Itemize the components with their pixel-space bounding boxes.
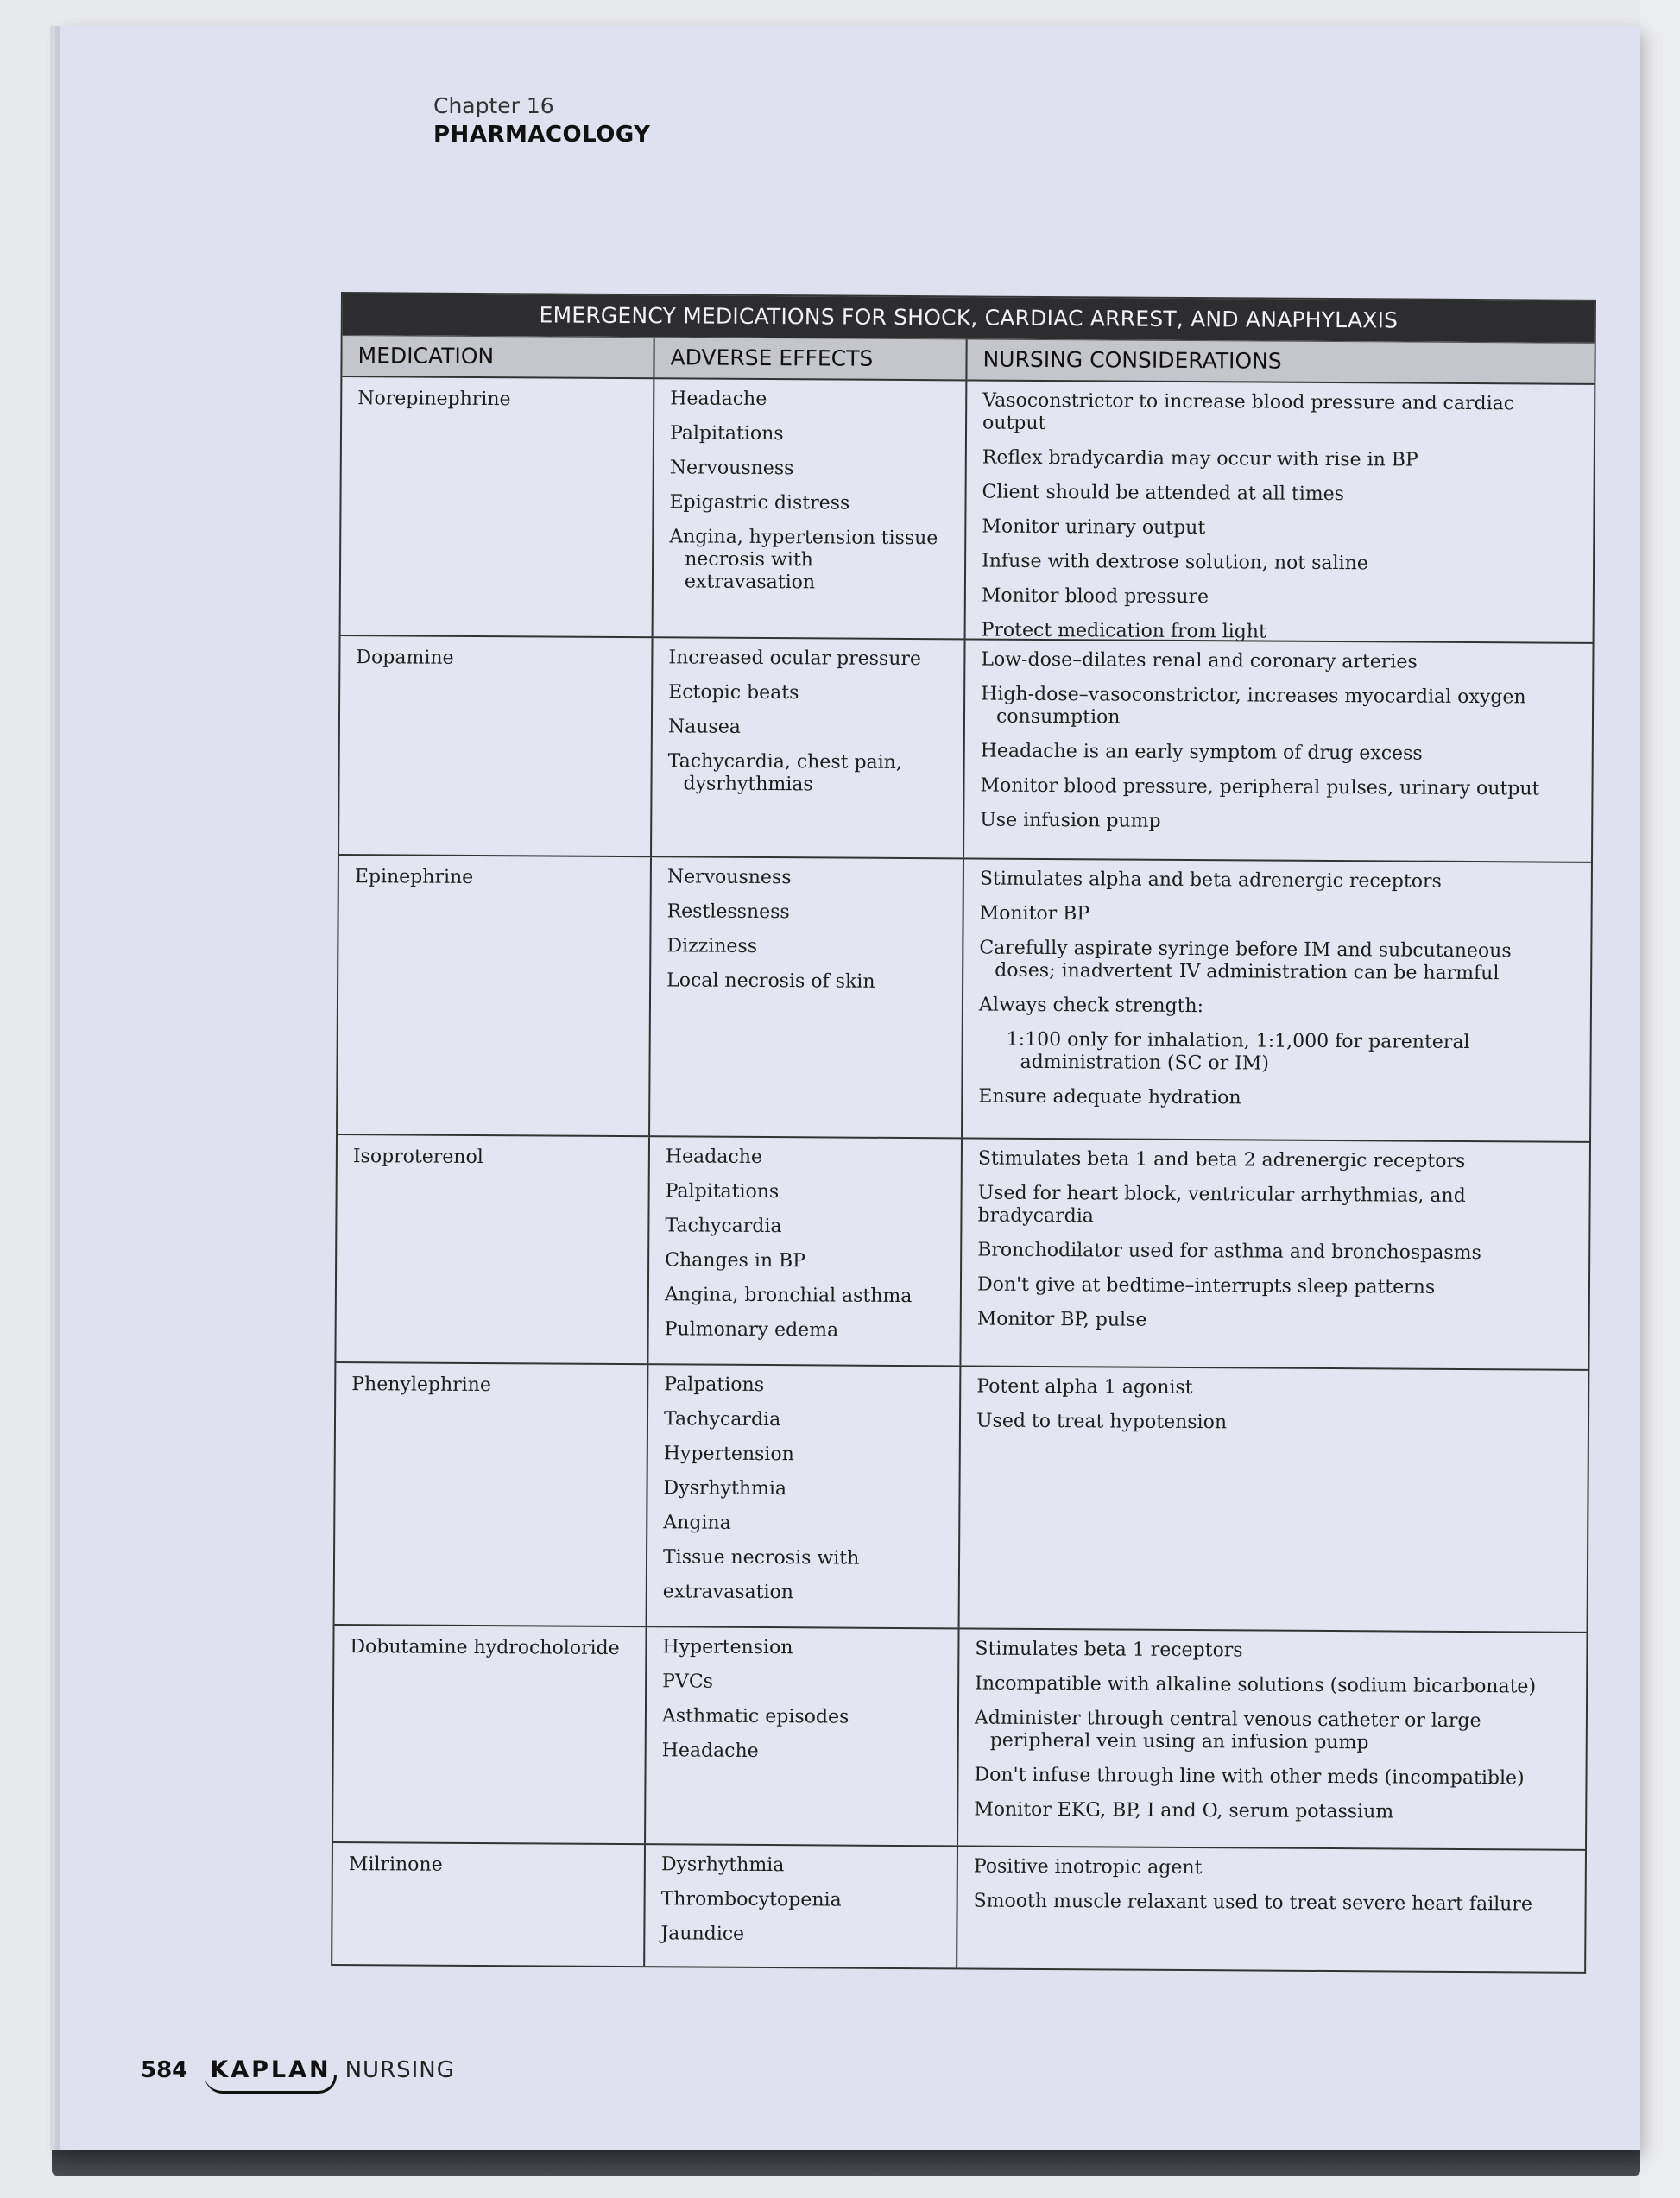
medication-name: Dobutamine hydrocholoride [333, 1626, 647, 1843]
table-row [333, 1626, 1587, 1851]
adverse-effect: Dizziness [666, 935, 758, 957]
nursing-consideration: Monitor BP, pulse [976, 1308, 1147, 1331]
nursing-consideration: Monitor blood pressure, peripheral pulses, urinary output [980, 774, 1540, 800]
adverse-effect: Hypertension [663, 1443, 794, 1466]
nursing-consideration: Ensure adequate hydration [978, 1085, 1241, 1109]
adverse-effect: Pulmonary edema [664, 1318, 839, 1342]
adverse-effect: Restlessness [666, 900, 790, 924]
adverse-effect: Palpitations [669, 422, 784, 445]
adverse-effects-cell [652, 638, 966, 857]
adverse-effect: Palpitations [665, 1180, 780, 1203]
nursing-consideration: Low-dose–dilates renal and coronary arteries [981, 648, 1418, 673]
nursing-considerations-cell [960, 1367, 1588, 1631]
nursing-consideration: Monitor BP [979, 902, 1090, 925]
nursing-consideration: Protect medication from light [981, 619, 1266, 643]
nursing-consideration: Monitor urinary output [982, 515, 1206, 540]
medication-name: Norepinephrine [341, 377, 655, 636]
adverse-effect: Increased ocular pressure [668, 647, 922, 671]
nursing-consideration: Vasoconstrictor to increase blood pressure and cardiac output [982, 389, 1515, 434]
table-row [335, 1363, 1588, 1633]
nursing-consideration: Carefully aspirate syringe before IM and subcutaneous doses; inadvertent IV administration can be harmful [979, 937, 1512, 985]
running-header [433, 93, 650, 148]
nursing-consideration: Always check strength: [978, 994, 1204, 1018]
nursing-consideration: Client should be attended at all times [982, 481, 1345, 506]
adverse-effect: Dysrhythmia [660, 1854, 785, 1877]
adverse-effect: Angina, bronchial asthma [664, 1284, 913, 1308]
medication-name: Isoproterenol [336, 1135, 650, 1363]
adverse-effect: Nervousness [666, 866, 792, 889]
table-row [338, 856, 1591, 1143]
adverse-effect: Hypertension [662, 1636, 793, 1659]
nursing-consideration: Smooth muscle relaxant used to treat severe heart failure [973, 1890, 1532, 1916]
logo-swoosh-icon [205, 2075, 337, 2094]
adverse-effect: Thrombocytopenia [660, 1888, 842, 1911]
adverse-effect: Epigastric distress [669, 491, 850, 515]
nursing-consideration: High-dose–vasoconstrictor, increases myocardial oxygen consumption [981, 683, 1526, 729]
medication-name: Milrinone [332, 1843, 646, 1966]
adverse-effect: Jaundice [660, 1923, 745, 1945]
table-row [336, 1135, 1589, 1371]
adverse-effect: Angina [663, 1512, 731, 1534]
nursing-consideration: Used to treat hypotension [976, 1410, 1228, 1434]
column-header-nursing-considerations: NURSING CONSIDERATIONS [982, 346, 1282, 374]
chapter-title: PHARMACOLOGY [433, 122, 651, 148]
adverse-effect: Tachycardia [663, 1408, 781, 1431]
nursing-considerations-cell [961, 1139, 1589, 1368]
nursing-consideration: Stimulates beta 1 and beta 2 adrenergic receptors [977, 1147, 1466, 1172]
adverse-effect: Headache [661, 1740, 759, 1762]
adverse-effect: Local necrosis of skin [666, 970, 875, 993]
nursing-considerations-cell [966, 381, 1595, 641]
medication-name: Phenylephrine [335, 1363, 649, 1626]
medication-name: Epinephrine [338, 856, 652, 1135]
adverse-effect: Angina, hypertension tissue necrosis with extravasation [669, 526, 938, 594]
nursing-considerations-cell [963, 859, 1591, 1140]
page-number: 584 [141, 2056, 188, 2083]
adverse-effect: Tachycardia [665, 1215, 782, 1238]
nursing-consideration: Don't give at bedtime–interrupts sleep patterns [976, 1273, 1436, 1298]
adverse-effect: extravasation [662, 1581, 794, 1604]
adverse-effect: Ectopic beats [668, 681, 799, 704]
column-header-medication: MEDICATION [342, 336, 654, 377]
adverse-effect: Changes in BP [665, 1249, 806, 1273]
nursing-considerations-cell [964, 640, 1593, 861]
table-row [341, 377, 1595, 644]
nursing-consideration: Monitor EKG, BP, I and O, serum potassium [974, 1798, 1394, 1823]
column-header-adverse-effects: ADVERSE EFFECTS [654, 338, 967, 379]
nursing-consideration: Monitor blood pressure [981, 584, 1209, 609]
nursing-consideration: Positive inotropic agent [973, 1855, 1203, 1879]
nursing-consideration: Stimulates alpha and beta adrenergic receptors [979, 868, 1442, 893]
table-title: EMERGENCY MEDICATIONS FOR SHOCK, CARDIAC ARREST, AND ANAPHYLAXIS [343, 294, 1595, 343]
nursing-consideration: Don't infuse through line with other meds (incompatible) [974, 1764, 1525, 1790]
adverse-effect: Dysrhythmia [663, 1477, 787, 1500]
adverse-effects-cell [654, 379, 968, 638]
nursing-consideration: Headache is an early symptom of drug excess [980, 740, 1423, 765]
adverse-effects-cell [645, 1845, 958, 1967]
nursing-consideration: Use infusion pump [980, 809, 1161, 832]
adverse-effect: Asthmatic episodes [661, 1705, 849, 1728]
chapter-number: Chapter 16 [433, 93, 554, 118]
page-footer [141, 2056, 455, 2083]
nursing-considerations-cell [958, 1629, 1587, 1848]
table-header-row [342, 335, 1594, 385]
adverse-effect: Tachycardia, chest pain, dysrhythmias [667, 750, 902, 796]
adverse-effect: Palpations [664, 1374, 765, 1397]
adverse-effect: Headache [670, 388, 767, 411]
adverse-effects-cell [648, 1137, 963, 1365]
nursing-considerations-cell [957, 1847, 1585, 1971]
adverse-effect: Nausea [667, 716, 741, 738]
nursing-consideration: Used for heart block, ventricular arrhythmias, and bradycardia [977, 1182, 1466, 1228]
nursing-consideration: Reflex bradycardia may occur with rise in BP [982, 446, 1418, 471]
nursing-consideration: Incompatible with alkaline solutions (sodium bicarbonate) [975, 1672, 1537, 1698]
nursing-consideration: Stimulates beta 1 receptors [975, 1638, 1243, 1662]
table-row [332, 1843, 1585, 1972]
adverse-effects-cell [647, 1365, 962, 1627]
adverse-effect: Headache [665, 1146, 762, 1168]
medication-name: Dopamine [339, 636, 654, 856]
kaplan-logo [210, 2056, 331, 2083]
nursing-consideration: Bronchodilator used for asthma and bronchospasms [977, 1239, 1481, 1265]
nursing-consideration: 1:100 only for inhalation, 1:1,000 for parenteral administration (SC or IM) [1006, 1028, 1470, 1075]
adverse-effects-cell [646, 1627, 960, 1845]
table-row [339, 636, 1593, 863]
adverse-effects-cell [650, 857, 964, 1137]
adverse-effect: Tissue necrosis with [662, 1546, 860, 1570]
brand-suffix: NURSING [344, 2056, 455, 2083]
nursing-consideration: Administer through central venous catheter or large peripheral vein using an infusion pump [974, 1707, 1481, 1754]
adverse-effect: PVCs [662, 1671, 714, 1693]
background-edge [1640, 0, 1680, 2198]
medications-table [331, 292, 1596, 1974]
nursing-consideration: Potent alpha 1 agonist [976, 1375, 1193, 1399]
nursing-consideration: Infuse with dextrose solution, not saline [982, 550, 1368, 575]
adverse-effect: Nervousness [669, 457, 794, 480]
brand-name: KAPLAN [210, 2056, 332, 2083]
